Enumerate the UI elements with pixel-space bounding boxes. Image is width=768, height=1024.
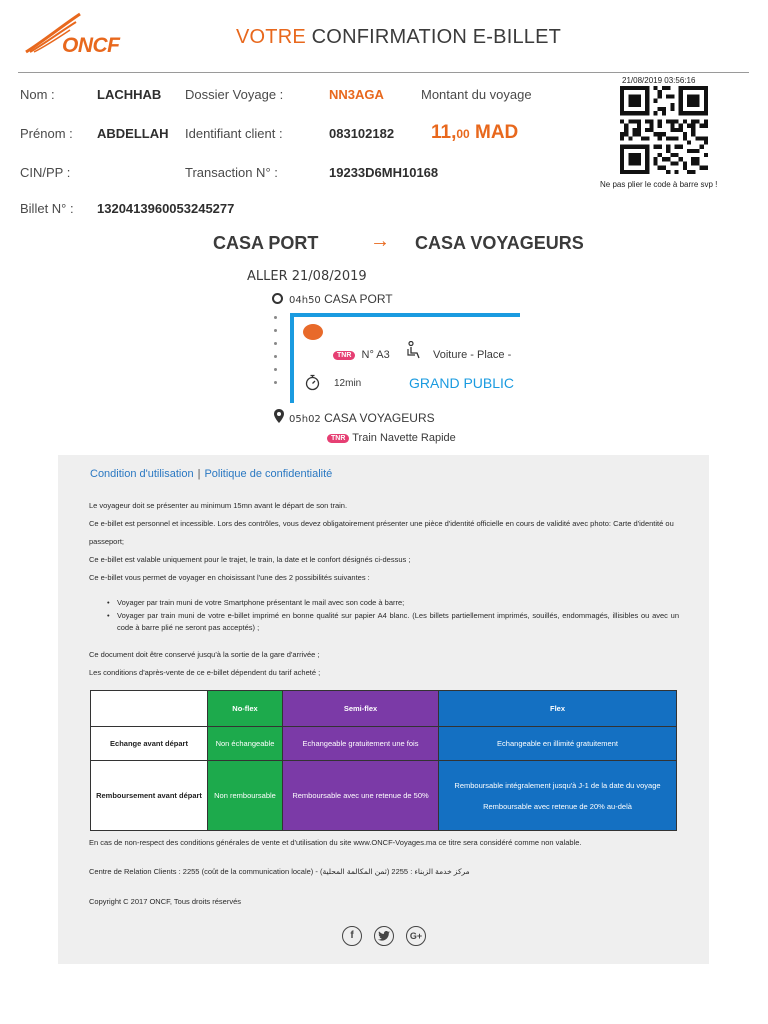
- tnr-badge: TNR: [333, 351, 355, 360]
- timer-icon: [305, 374, 320, 391]
- table-row: [91, 761, 677, 831]
- cin-label: CIN/PP :: [20, 165, 71, 180]
- social-links: [342, 926, 430, 948]
- train-number: N° A3: [361, 349, 390, 361]
- tnr-badge-small: TNR: [327, 434, 349, 443]
- tnr-logo-icon: [303, 324, 323, 340]
- qr-code-icon: [620, 86, 708, 174]
- departure-circle-icon: [272, 293, 283, 304]
- condition-p3: Ce e-billet est valable uniquement pour le trajet, le train, la date et le confort désignés ci-dessus ;: [89, 555, 411, 564]
- privacy-link[interactable]: Politique de confidentialité: [204, 468, 333, 480]
- table-row: [91, 727, 677, 761]
- remboursement-semiflex: Remboursable avec une retenue de 50%: [283, 761, 439, 831]
- google-plus-icon[interactable]: G+: [406, 926, 426, 946]
- arrival-time: 05h02: [289, 414, 321, 425]
- client-id-label: Identifiant client :: [185, 126, 283, 141]
- conditions-text: [89, 497, 679, 587]
- condition-link[interactable]: Condition d'utilisation: [90, 468, 194, 480]
- seat-icon: [406, 341, 422, 359]
- col-semiflex: Semi-flex: [283, 691, 439, 727]
- condition-p2: Ce e-billet est personnel et incessible. Lors des contrôles, vous devez obligatoirement présenter une pièce d'identité officielle en cours de validité avec photo: Carte d'identité ou passeport;: [89, 519, 674, 546]
- montant-label: Montant du voyage: [421, 87, 532, 102]
- route-arrow-icon: →: [370, 230, 390, 252]
- echange-flex: Echangeable en illimité gratuitement: [439, 727, 677, 761]
- arrival-station: CASA VOYAGEURS: [320, 411, 435, 425]
- departure-time: 04h50: [289, 295, 321, 306]
- train-type-row: [327, 432, 456, 444]
- footer-notice: En cas de non-respect des conditions générales de vente et d'utilisation du site www.ONCF-Voyages.ma ce titre sera considéré comme non valable.: [89, 838, 582, 847]
- remboursement-flex: [439, 761, 677, 831]
- train-number-row: [333, 349, 390, 361]
- montant-integer: 11,: [431, 122, 457, 143]
- transaction-value: 19233D6MH10168: [329, 165, 439, 180]
- remboursement-flex-a: Remboursable intégralement jusqu'à J-1 de la date du voyage: [454, 780, 661, 790]
- header-divider: [18, 72, 749, 73]
- conditions-bullets: [117, 597, 679, 635]
- nom-value: LACHHAB: [97, 87, 162, 102]
- route-to: CASA VOYAGEURS: [415, 233, 584, 253]
- prenom-label: Prénom :: [20, 126, 73, 141]
- tarif-table: [90, 690, 677, 831]
- echange-noflex: Non échangeable: [208, 727, 283, 761]
- twitter-icon[interactable]: [374, 926, 394, 946]
- remboursement-flex-b: Remboursable avec retenue de 20% au-delà: [483, 801, 632, 811]
- montant-decimals: 00: [456, 127, 470, 141]
- conditions-text-2: [89, 646, 679, 682]
- oncf-logo: [22, 12, 142, 60]
- row-echange-label: Echange avant départ: [91, 727, 208, 761]
- location-pin-icon: [274, 409, 284, 423]
- footer-copyright: Copyright C 2017 ONCF, Tous droits réservés: [89, 897, 242, 906]
- seat-info: Voiture - Place -: [433, 349, 512, 361]
- aller-date: ALLER 21/08/2019: [247, 269, 367, 284]
- route-from: CASA PORT: [213, 233, 319, 253]
- condition-p1: Le voyageur doit se présenter au minimum 15mn avant le départ de son train.: [89, 501, 348, 510]
- condition-p6: Les conditions d'après-vente de ce e-billet dépendent du tarif acheté ;: [89, 668, 321, 677]
- condition-p5: Ce document doit être conservé jusqu'à la sortie de la gare d'arrivée ;: [89, 650, 320, 659]
- dossier-value: NN3AGA: [329, 87, 384, 102]
- condition-bullet-1: • Voyager par train muni de votre Smartphone présentant le mail avec son code à barre;: [117, 597, 679, 609]
- montant-currency: MAD: [469, 122, 519, 143]
- prenom-value: ABDELLAH: [97, 126, 169, 141]
- col-flex: Flex: [439, 691, 677, 727]
- col-noflex: No-flex: [208, 691, 283, 727]
- departure-row: [289, 292, 393, 306]
- logo-text: ONCF: [62, 34, 120, 57]
- facebook-icon[interactable]: f: [342, 926, 362, 946]
- title-rest: CONFIRMATION E-BILLET: [305, 26, 562, 48]
- train-type: Train Navette Rapide: [352, 432, 456, 444]
- dossier-label: Dossier Voyage :: [185, 87, 284, 102]
- billet-label: Billet N° :: [20, 201, 74, 216]
- conditions-links: [90, 468, 332, 480]
- echange-semiflex: Echangeable gratuitement une fois: [283, 727, 439, 761]
- qr-note: Ne pas plier le code à barre svp !: [600, 180, 718, 189]
- fare-category: GRAND PUBLIC: [409, 375, 515, 391]
- route-dots: [274, 316, 278, 394]
- client-id-value: 083102182: [329, 126, 395, 141]
- arrival-row: [289, 411, 435, 425]
- footer-relation: Centre de Relation Clients : 2255 (coût de la communication locale) - مركز خدمة الزبناء : 2255 (ثمن المكالمة المحلية): [89, 867, 470, 876]
- transaction-label: Transaction N° :: [185, 165, 278, 180]
- table-corner-cell: [91, 691, 208, 727]
- row-remboursement-label: Remboursement avant départ: [91, 761, 208, 831]
- nom-label: Nom :: [20, 87, 55, 102]
- qr-timestamp: 21/08/2019 03:56:16: [622, 76, 696, 85]
- departure-station: CASA PORT: [320, 292, 393, 306]
- condition-p4: Ce e-billet vous permet de voyager en choisissant l'une des 2 possibilités suivantes :: [89, 573, 370, 582]
- page-title: [236, 26, 561, 49]
- duration: 12min: [334, 378, 362, 389]
- billet-value: 1320413960053245277: [97, 201, 235, 216]
- condition-bullet-2: • Voyager par train muni de votre e-billet imprimé en bonne qualité sur papier A4 blanc. (Les billets partiellement imprimés, souillés, endommagés, illisibles ou avec un code à barre plié ne seront pas acceptés) ;: [117, 610, 679, 634]
- link-separator: |: [197, 468, 201, 480]
- remboursement-noflex: Non remboursable: [208, 761, 283, 831]
- montant-value: [431, 122, 518, 144]
- table-row: [91, 691, 677, 727]
- title-highlight: VOTRE: [236, 26, 306, 48]
